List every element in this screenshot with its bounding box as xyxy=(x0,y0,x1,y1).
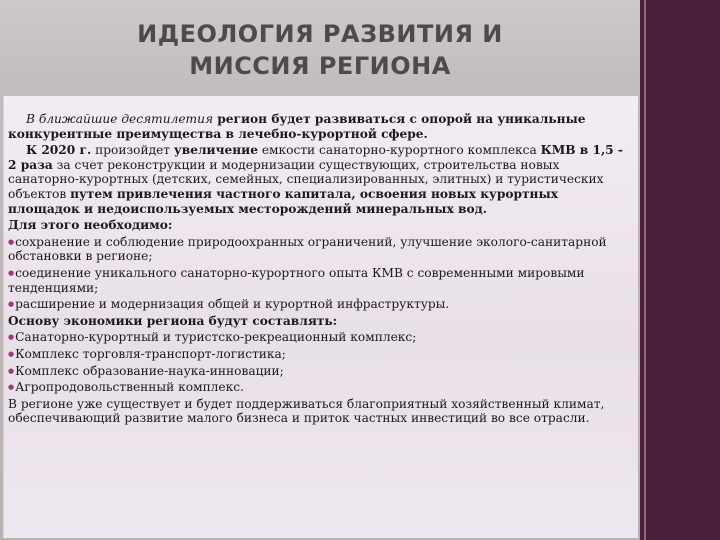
slide-title-line-2: МИССИЯ РЕГИОНА xyxy=(189,52,451,80)
paragraph-intro xyxy=(8,112,628,141)
p2020-increase: увеличение xyxy=(173,143,258,158)
intro-text: регион будет развиваться с опорой на уникальные конкурентные преимущества в лечебно-курортной сфере. xyxy=(8,112,586,141)
basis-item: ● Агропродовольственный комплекс. xyxy=(8,380,628,395)
decorative-side-band xyxy=(640,0,720,540)
need-item: ● сохранение и соблюдение природоохранных ограничений, улучшение эколого-санитарной обстановки в регионе; xyxy=(8,235,628,264)
need-item: ● расширение и модернизация общей и курортной инфраструктуры. xyxy=(8,297,628,312)
p2020-text-2: емкости санаторно-курортного комплекса xyxy=(257,143,541,158)
paragraph-2020 xyxy=(8,143,628,216)
slide-title xyxy=(0,18,640,82)
p2020-means: путем привлечения частного капитала, освоения новых курортных площадок и недоиспользуемых месторождений минеральных вод. xyxy=(8,186,558,216)
intro-lead: В ближайшие десятилетия xyxy=(26,112,214,126)
basis-item: ● Комплекс образование-наука-инновации; xyxy=(8,364,628,379)
basis-heading: Основу экономики региона будут составлять: xyxy=(8,313,338,328)
p2020-year: К 2020 г. xyxy=(26,143,92,158)
p2020-text-1: произойдет xyxy=(91,143,174,158)
need-heading: Для этого необходимо: xyxy=(8,218,173,233)
p2020-factor: КМВ в 1,5 - 2 раза xyxy=(8,143,623,172)
basis-item: ● Санаторно-курортный и туристско-рекреационный комплекс; xyxy=(8,330,628,345)
slide-title-line-1: ИДЕОЛОГИЯ РАЗВИТИЯ И xyxy=(137,20,503,48)
slide-body-text xyxy=(8,112,628,428)
basis-item: ● Комплекс торговля-транспорт-логистика; xyxy=(8,347,628,362)
need-item: ● соединение уникального санаторно-курортного опыта КМВ с современными мировыми тенденциями; xyxy=(8,266,628,295)
p2020-text-3: за счет реконструкции и модернизации существующих, строительства новых санаторно-курортных (детских, семейных, специализированных, элитных) и туристических объектов xyxy=(8,157,604,201)
closing-paragraph: В регионе уже существует и будет поддерживаться благоприятный хозяйственный климат, обеспечивающий развитие малого бизнеса и приток частных инвестиций во все отрасли. xyxy=(8,396,605,426)
decorative-side-line xyxy=(644,0,646,540)
